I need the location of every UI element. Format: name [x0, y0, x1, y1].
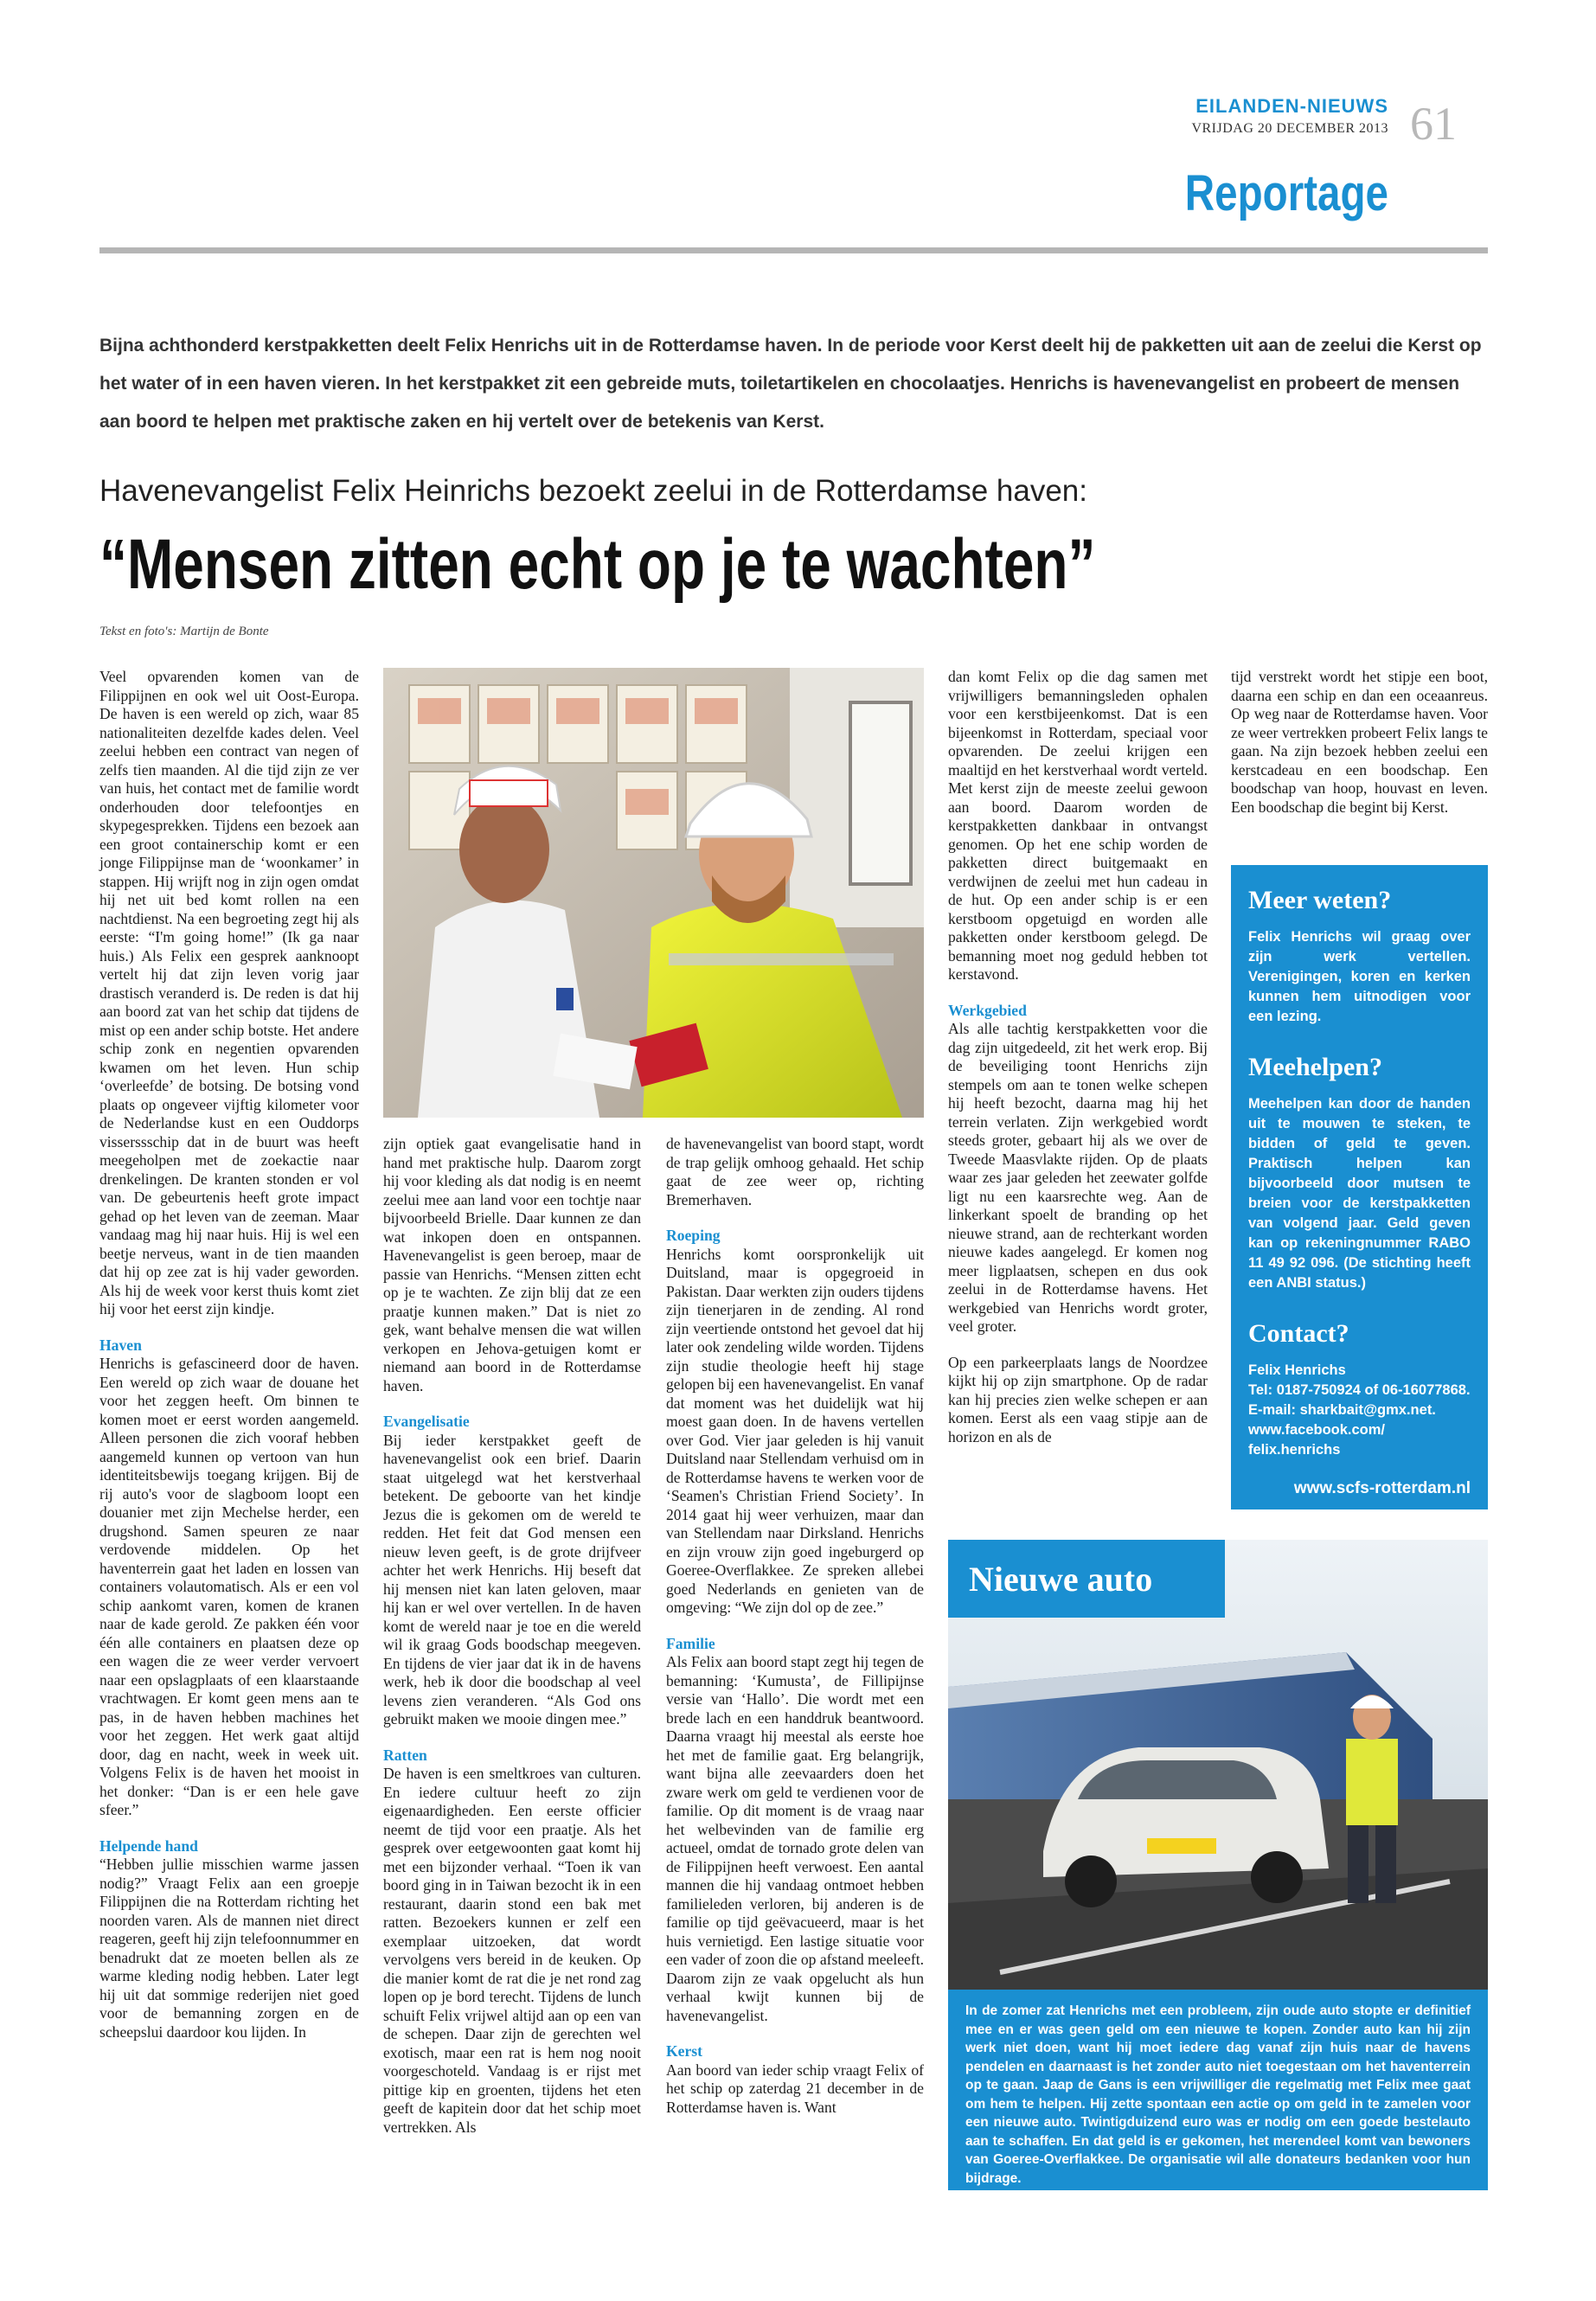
subheading-haven: Haven: [99, 1336, 142, 1354]
paragraph: Op een parkeerplaats langs de Noordzee kijkt hij op zijn smartphone. Op de radar kan hij precies zien welke schepen er aan komen. Eerst als een vaag stipje aan de horizon en als de: [948, 1353, 1208, 1445]
photo-felix-and-seaman: [383, 668, 924, 1118]
info-heading-meehelpen: Meehelpen?: [1248, 1053, 1382, 1081]
subheading-ratten: Ratten: [383, 1746, 427, 1764]
issue-date: VRIJDAG 20 DECEMBER 2013: [1191, 121, 1388, 136]
contact-details: [1248, 1361, 1471, 1460]
car-caption: In de zomer zat Henrichs met een probleem, zijn oude auto stopte er definitief mee en er was geen geld om een nieuwe te kopen. Zonder auto kan hij zijn werk niet doen, want hij moet iedere dag vanaf zijn huis naar de havens pendelen en daarnaast is het zonder auto niet toegestaan om het haventerrein op te gaan. Jaap de Gans is een vrijwilliger die regelmatig met Felix mee gaat om hem te helpen. Hij zette spontaan een actie op om geld in te zamelen voor een nieuwe auto. Twintigduizend euro was er nodig om een goede bestelauto aan te schaffen. En dat geld is er gekomen, het merendeel komt van bewoners van Goeree-Overflakkee. De organisatie wil alle donateurs bedanken voor hun bijdrage.: [948, 1990, 1488, 2190]
article-column-4: [948, 668, 1208, 1446]
paragraph: De haven is een smeltkroes van culturen. En iedere cultuur heeft zo zijn eigenaardigheden. Een eerste officier neemt de tijd voor een praatje. Als het gesprek over eetgewoonten gaat komt hij met een bijzonder verhaal. “Toen ik van boord ging in in Taiwan bezocht ik in een restaurant, daarin stond een bak met ratten. Bezoekers kunnen er zelf een exemplaar uitzoeken, dat wordt vervolgens vers bereid in de keuken. Op die manier komt de rat die je net rond zag lopen op je bord terecht. Tijdens de lunch schuift Felix vrijwel altijd aan op een van de schepen. Daar zijn de gerechten wel exotisch, maar een rat is hem nog nooit voorgeschoteld. Vandaag is er rijst met pittige kip en groenten, tijdens het eten geeft de kapitein door dat het schip moet vertrekken. Als: [383, 1765, 641, 2136]
section-title: Reportage: [1184, 165, 1388, 221]
paragraph: Als alle tachtig kerstpakketten voor die dag zijn uitgedeeld, zit het werk erop. Bij de beveiliging toont Henrichs zijn stempels om aan te tonen welke schepen hij heeft bezocht, daarna mag hij het terrein verlaten. Zijn werkgebied wordt steeds groter, gebaart hij als we over de Tweede Maasvlakte rijden. Op de plaats waar zes jaar geleden het zeewater golfde ligt nu een kaarsrechte weg. Aan de linkerkant spoelt de branding op het nieuwe strand, aan de rechterkant worden nieuwe kades aangelegd. Er komen nog meer ligplaatsen, schepen en dus ook zeelui in de Rotterdamse havens. Het werkgebied van Henrichs wordt groter, veel groter.: [948, 1020, 1208, 1335]
info-text: Meehelpen kan door de handen uit te mouwen te steken, te bidden of geld te geven. Praktisch helpen kan bijvoorbeeld door mutsen te breien voor de kerstpakketten van volgend jaar. Geld geven kan op rekeningnummer RABO 11 49 92 096. (De stichting heeft een ANBI status.): [1248, 1096, 1471, 1291]
header-rule: [99, 247, 1488, 253]
subheading-kerst: Kerst: [666, 2042, 703, 2060]
info-heading-contact: Contact?: [1248, 1319, 1349, 1348]
subheading-evangelisatie: Evangelisatie: [383, 1413, 470, 1430]
contact-facebook: www.facebook.com/: [1248, 1422, 1386, 1438]
contact-name: Felix Henrichs: [1248, 1362, 1346, 1378]
article-column-5: [1231, 668, 1488, 817]
info-box: [1231, 865, 1488, 1509]
paragraph: de havenevangelist van boord stapt, wordt de trap gelijk omhoog gehaald. Het schip gaat de zee weer op, richting Bremerhaven.: [666, 1135, 924, 1208]
info-heading-meer-weten: Meer weten?: [1248, 886, 1392, 914]
paragraph: dan komt Felix op die dag samen met vrijwilligers bemanningsleden ophalen voor een kerstbijeenkomst. Dat is een bijeenkomst in Rotterdam, speciaal voor opvarenden. De zeelui krijgen een maaltijd en het kerstverhaal wordt verteld. Met kerst zijn de meeste zeelui gewoon aan boord. Daarom worden de kerstpakketten dankbaar in ontvangst genomen. Op het ene schip worden de pakketten direct buitgemaakt en verdwijnen de zeelui met hun cadeau in de hut. Op een ander schip is er een kerstboom opgetuigd en worden alle pakketten onder kerstboom gelegd. De bemanning moet nog geduld hebben tot kerstavond.: [948, 668, 1208, 983]
article-column-3: [666, 1135, 924, 2117]
photo-illustration: [383, 668, 924, 1118]
paragraph: “Hebben jullie misschien warme jassen nodig?” Vraagt Felix aan een groepje Filippijnen die na Rotterdam richting het noorden varen. Als de mannen niet direct reageren, geeft hij zijn telefoonnummer en benadrukt dat ze moeten bellen als ze warme kleding nodig hebben. Later legt hij uit dat sommige rederijen niet goed voor de bemanning zorgen en de scheepslui daardoor kou lijden. In: [99, 1856, 359, 2041]
sidebar-title-nieuwe-auto: Nieuwe auto: [948, 1540, 1225, 1618]
subheading-helpende-hand: Helpende hand: [99, 1836, 198, 1855]
paragraph: Bij ieder kerstpakket geeft de havenevangelist ook een brief. Daarin staat uitgelegd wat het kerstverhaal betekent. De geboorte van het kindje Jezus die is gekomen om de wereld te redden. Het feit dat God mensen een nieuw leven geeft, is de grote drijfveer achter het werk Henrichs. Hij beseft dat hij mensen niet kan laten geloven, maar hij kan er wel over vertellen. In de haven komt de wereld naar je toe en die wereld wil ik graag Gods boodschap meegeven. En tijdens de vier jaar dat ik in de havens werk, heb ik door die boodschap al veel levens zien veranderen. “Als God ons gebruikt maken we mooie dingen mee.”: [383, 1431, 641, 1727]
article-column-1: [99, 668, 359, 2041]
paragraph: Henrichs is gefascineerd door de haven. Een wereld op zich waar de douane het voor het zeggen heeft. Om binnen te komen moet er eerst worden aangemeld. Alleen personen die zich vooraf hebben aangemeld kunnen op vertoon van hun identiteitsbewijs toegang krijgen. Bij de rij auto's voor de slagboom loopt een douanier met zijn Mechelse herder, een drugshond. Samen speuren ze naar verdovende middelen. Op het haventerrein gaat het laden en lossen van containers volautomatisch. Als er een vol schip aankomt varen, komen de kranen naar de kade gerold. Ze pakken één voor één alle containers en plaatsen deze op een wagen die ze weer verder vervoert naar een opslagplaats of een klaarstaande vrachtwagen. Er komt geen mens aan te pas, in de haven hebben machines het voor het zeggen. Het werk gaat altijd door, dag en nacht, week in week uit. Volgens Felix is de haven het mooist in het donker: “Dan is er een hele gave sfeer.”: [99, 1355, 359, 1818]
article-column-2: [383, 1135, 641, 2137]
paragraph: tijd verstrekt wordt het stipje een boot, daarna een schip en dan een oceaanreus. Op weg naar de Rotterdamse haven. Voor ze weer vertrekken probeert Felix langs te gaan. Na zijn bezoek hebben zeelui een kerstcadeau en een boodschap. Een boodschap van hoop, houvast en leven. Een boodschap die begint bij Kerst.: [1231, 668, 1488, 816]
paragraph: Als Felix aan boord stapt zegt hij tegen de bemanning: ‘Kumusta’, de Fillipijnse versie van ‘Hallo’. Die wordt met een brede lach en een handdruk beantwoord. Daarna vraagt hij meestal als eerste hoe het met de familie gaat. Erg belangrijk, want bijna alle zeevaarders doen het zware werk om geld te verdienen voor de familie. Op dit moment is de vraag naar het welbevinden van de familie erg actueel, omdat de tornado grote delen van de Filippijnen heeft verwoest. Een aantal mannen die hij vandaag ontmoet hebben familieleden verloren, bij anderen is de familie op tijd geëvacueerd, maar is het huis vernietigd. Een lastige situatie voor een vader of zoon die op afstand meeleeft. Daarom zijn ze vaak opgelucht als hun verhaal kwijt kunnen bij de havenevangelist.: [666, 1653, 924, 2024]
paragraph: zijn optiek gaat evangelisatie hand in hand met praktische hulp. Daarom zorgt hij voor kleding als dat nodig is en neemt zeelui mee aan land voor een tochtje naar bijvoorbeeld Brielle. Daar kunnen ze dan wat inkopen doen en ontspannen. Havenevangelist is geen beroep, maar de passie van Henrichs. “Mensen zitten echt op je te wachten. Ze zijn blij dat ze een praatje kunnen maken.” Dat is niet zo gek, want behalve mensen die wat willen verkopen en Jehova-getuigen komt er niemand aan boord in de Rotterdamse haven.: [383, 1135, 641, 1394]
contact-phone: Tel: 0187-750924 of 06-16077868.: [1248, 1382, 1471, 1398]
masthead: [1163, 95, 1388, 137]
subheading-roeping: Roeping: [666, 1227, 721, 1244]
subheading-familie: Familie: [666, 1634, 715, 1652]
website-link[interactable]: www.scfs-rotterdam.nl: [1293, 1479, 1471, 1497]
contact-email: E-mail: sharkbait@gmx.net.: [1248, 1402, 1436, 1418]
newspaper-brand: EILANDEN-NIEUWS: [1195, 95, 1388, 117]
article-headline: “Mensen zitten echt op je te wachten”: [99, 525, 1096, 604]
page-number: 61: [1410, 98, 1457, 150]
article-kicker: Havenevangelist Felix Heinrichs bezoekt zeelui in de Rotterdamse haven:: [99, 474, 1087, 508]
photo-credit: Tekst en foto's: Martijn de Bonte: [99, 625, 269, 638]
contact-facebook-handle: felix.henrichs: [1248, 1442, 1341, 1458]
paragraph: Veel opvarenden komen van de Filippijnen en ook wel uit Oost-Europa. De haven is een wereld op zich, waar 85 nationaliteiten dezelfde kades delen. Veel zeelui hebben een contract van negen of zelfs tien maanden. Al die tijd zijn ze ver van huis, het contact met de familie wordt onderhouden door telefoontjes en skypegesprekken. Tijdens een bezoek aan een groot containerschip komt er een jonge Filippijnse man de ‘woonkamer’ in stappen. Hij wrijft nog in zijn ogen omdat hij net uit bed komt rollen na een nachtdienst. Na een begroeting zegt hij als eerste: “I'm going home!” (Ik ga naar huis.) Als Felix een gesprek aanknoopt vertelt hij dat zijn leven vorig jaar drastisch veranderd is. De reden is dat hij aan boord zat van het schip dat tijdens de mist op een ander schip botste. Het andere schip zonk en negentien opvarenden kwamen om het leven. Hun schip ‘overleefde’ de botsing. De botsing vond plaats op ongeveer vijftig kilometer voor de Nederlandse kust en een Ouddorps visserssschip dat in de buurt was heeft meegeholpen met de zoekactie naar drenkelingen. De kranten stonden er vol van. De gebeurtenis heeft grote impact gehad op het leven van de zeeman. Maar vandaag mag hij naar huis. Hij is wel een beetje nerveus, want in de tien maanden dat hij op zee zat is hij vader geworden. Als hij de week voor kerst thuis komt ziet hij voor het eerst zijn kindje.: [99, 668, 359, 1317]
subheading-werkgebied: Werkgebied: [948, 1001, 1027, 1019]
paragraph: Aan boord van ieder schip vraagt Felix of het schip op zaterdag 21 december in de Rotterdamse haven is. Want: [666, 2061, 924, 2116]
info-text: Felix Henrichs wil graag over zijn werk vertellen. Verenigingen, koren en kerken kunnen hem uitnodigen voor een lezing.: [1248, 929, 1471, 1024]
article-intro: Bijna achthonderd kerstpakketten deelt Felix Henrichs uit in de Rotterdamse haven. In de periode voor Kerst deelt hij de pakketten uit aan de zeelui die Kerst op het water of in een haven vieren. In het kerstpakket zit een gebreide muts, toiletartikelen en chocolaatjes. Henrichs is havenevangelist en probeert de mensen aan boord te helpen met praktische zaken en hij vertelt over de betekenis van Kerst.: [99, 336, 1482, 432]
paragraph: Henrichs komt oorspronkelijk uit Duitsland, maar is opgegroeid in Pakistan. Daar werkten zijn ouders tijdens zijn tienerjaren in de zending. Al rond zijn veertiende ontstond het gevoel dat hij later ook zendeling wilde worden. Tijdens zijn studie theologie heeft hij stage gelopen bij een havenevangelist. En vanaf dat moment was het duidelijk wat hij moest gaan doen. In de havens vertellen over God. Vier jaar geleden is hij vanuit Duitsland naar Stellendam verhuisd om in de Rotterdamse havens te werken voor de ‘Seamen's Christian Friend Society’. In 2014 gaat hij weer verhuizen, maar dan van Stellendam naar Dirksland. Henrichs en zijn vrouw zijn goed ingeburgerd op Goeree-Overflakkee. Ze spreken allebei goed Nederlands en genieten van de omgeving: “We zijn dol op de zee.”: [666, 1245, 924, 1616]
